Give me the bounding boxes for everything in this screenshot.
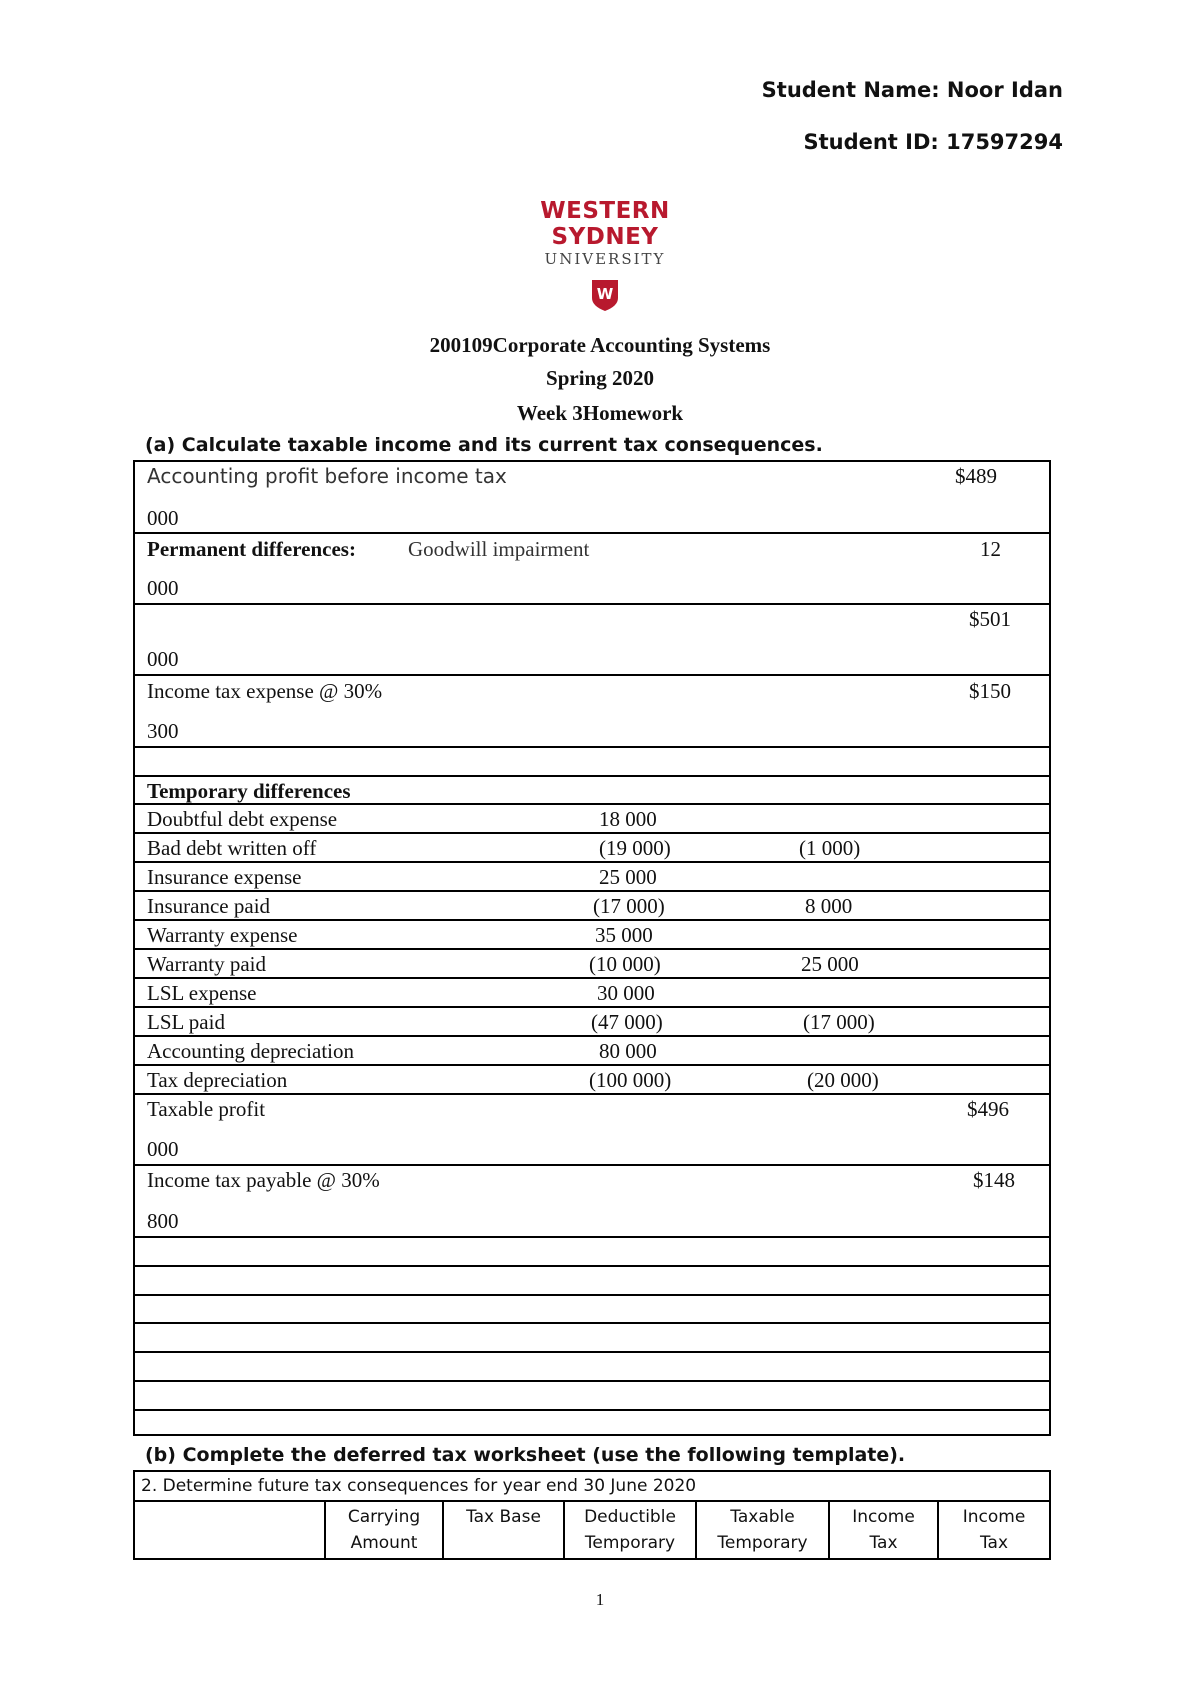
student-name: Student Name: Noor Idan — [761, 78, 1063, 102]
temp-label: Insurance expense — [147, 865, 302, 889]
permanent-label: Permanent differences: — [147, 537, 356, 561]
temp-label: Doubtful debt expense — [147, 807, 338, 831]
temp-net: (1 000) — [799, 836, 861, 860]
table-row — [135, 892, 1049, 921]
temp-net: (20 000) — [807, 1068, 879, 1092]
worksheet-col-blank — [135, 1502, 324, 1558]
university-logo — [490, 198, 720, 317]
empty-row — [135, 1324, 1049, 1353]
taxable-label: Taxable profit — [147, 1097, 266, 1121]
empty-row — [135, 1382, 1049, 1411]
temporary-heading: Temporary differences — [147, 779, 351, 803]
table-row — [135, 1037, 1049, 1066]
income-tax-payable-row — [135, 1166, 1049, 1238]
table-row — [135, 805, 1049, 834]
part-a-heading: (a) Calculate taxable income and its current tax consequences. — [145, 434, 823, 456]
course-title: 200109Corporate Accounting Systems — [429, 333, 771, 357]
temp-label: Bad debt written off — [147, 836, 317, 860]
worksheet-col-header: Deductible Temporary — [563, 1502, 695, 1558]
worksheet-title: 2. Determine future tax consequences for year end 30 June 2020 — [135, 1472, 1049, 1502]
subtotal-row — [135, 605, 1049, 676]
subtotal-cont: 000 — [147, 647, 179, 671]
permanent-cont: 000 — [147, 576, 179, 600]
temp-amount: 80 000 — [599, 1039, 657, 1063]
temp-amount: (47 000) — [591, 1010, 663, 1034]
expense-label: Income tax expense @ 30% — [147, 679, 383, 703]
table-row — [135, 1066, 1049, 1095]
week-title: Week 3Homework — [516, 401, 684, 425]
subtotal-value: $501 — [969, 607, 1011, 631]
logo-line-2: UNIVERSITY — [544, 250, 666, 268]
worksheet-col-header: Taxable Temporary — [695, 1502, 828, 1558]
taxable-cont: 000 — [147, 1137, 179, 1161]
table-row — [135, 863, 1049, 892]
taxable-value: $496 — [967, 1097, 1009, 1121]
temp-label: Warranty paid — [147, 952, 267, 976]
taxable-profit-row — [135, 1095, 1049, 1166]
temp-net: 8 000 — [805, 894, 853, 918]
shield-letter: W — [596, 285, 614, 303]
temporary-heading-row — [135, 777, 1049, 805]
permanent-value: 12 — [980, 537, 1001, 561]
temp-label: Warranty expense — [147, 923, 298, 947]
profit-label: Accounting profit before income tax — [147, 464, 507, 488]
temp-net: 25 000 — [801, 952, 859, 976]
table-row — [135, 1008, 1049, 1037]
deferred-tax-worksheet — [133, 1470, 1051, 1560]
empty-row — [135, 1238, 1049, 1267]
table-row — [135, 921, 1049, 950]
permanent-row — [135, 534, 1049, 605]
empty-row — [135, 1353, 1049, 1382]
expense-cont: 300 — [147, 719, 179, 743]
temp-amount: (100 000) — [589, 1068, 672, 1092]
worksheet-col-header: Income Tax — [828, 1502, 937, 1558]
payable-label: Income tax payable @ 30% — [147, 1168, 380, 1192]
student-id: Student ID: 17597294 — [803, 130, 1063, 154]
shield-icon — [590, 278, 620, 312]
expense-value: $150 — [969, 679, 1011, 703]
temp-label: Accounting depreciation — [147, 1039, 355, 1063]
empty-row — [135, 1267, 1049, 1296]
empty-row — [135, 1296, 1049, 1324]
worksheet-col-header: Carrying Amount — [324, 1502, 442, 1558]
permanent-item: Goodwill impairment — [408, 537, 590, 561]
temp-net: (17 000) — [803, 1010, 875, 1034]
taxable-income-table — [133, 460, 1051, 1436]
temp-amount: 35 000 — [595, 923, 653, 947]
empty-row — [135, 1411, 1049, 1434]
temp-amount: (17 000) — [593, 894, 665, 918]
temp-amount: 18 000 — [599, 807, 657, 831]
part-b-heading: (b) Complete the deferred tax worksheet (use the following template). — [145, 1444, 906, 1466]
temp-label: Tax depreciation — [147, 1068, 288, 1092]
table-row — [135, 979, 1049, 1008]
temp-amount: 30 000 — [597, 981, 655, 1005]
term-title: Spring 2020 — [546, 366, 654, 390]
worksheet-col-header: Tax Base — [442, 1502, 563, 1558]
profit-value: $489 — [955, 464, 997, 488]
logo-line-1: WESTERN SYDNEY — [540, 198, 670, 250]
temp-amount: (10 000) — [589, 952, 661, 976]
temp-label: LSL paid — [147, 1010, 225, 1034]
table-row — [135, 950, 1049, 979]
temp-amount: (19 000) — [599, 836, 671, 860]
payable-value: $148 — [973, 1168, 1015, 1192]
profit-cont: 000 — [147, 506, 179, 530]
profit-row — [135, 462, 1049, 534]
temp-label: Insurance paid — [147, 894, 271, 918]
temp-label: LSL expense — [147, 981, 257, 1005]
temp-amount: 25 000 — [599, 865, 657, 889]
page-number: 1 — [595, 1590, 605, 1609]
income-tax-expense-row — [135, 676, 1049, 748]
empty-row — [135, 748, 1049, 777]
table-row — [135, 834, 1049, 863]
worksheet-col-header: Income Tax — [937, 1502, 1049, 1558]
payable-cont: 800 — [147, 1209, 179, 1233]
